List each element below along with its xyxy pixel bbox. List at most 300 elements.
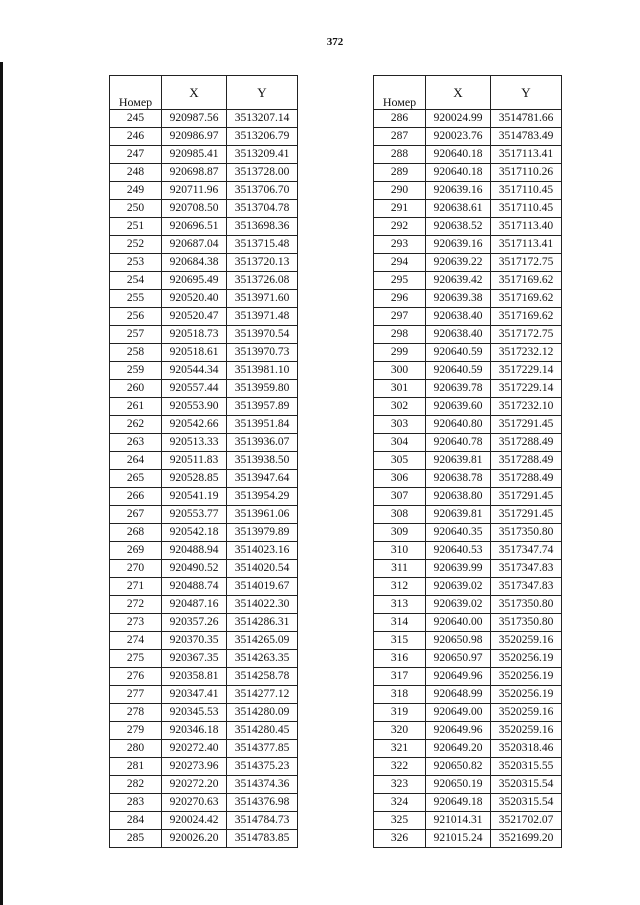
table-row xyxy=(374,236,562,254)
x-coordinate-cell: 920511.83 xyxy=(162,452,227,470)
y-coordinate-cell: 3513947.64 xyxy=(227,470,298,488)
point-number-cell: 261 xyxy=(110,398,162,416)
x-coordinate-cell: 920639.99 xyxy=(426,560,491,578)
x-coordinate-cell: 920518.61 xyxy=(162,344,227,362)
point-number-cell: 273 xyxy=(110,614,162,632)
y-coordinate-cell: 3521702.07 xyxy=(491,812,562,830)
x-coordinate-cell: 920687.04 xyxy=(162,236,227,254)
table-row xyxy=(374,452,562,470)
y-coordinate-cell: 3513970.73 xyxy=(227,344,298,362)
x-coordinate-cell: 920640.53 xyxy=(426,542,491,560)
point-number-cell: 289 xyxy=(374,164,426,182)
y-coordinate-cell: 3520259.16 xyxy=(491,632,562,650)
point-number-cell: 278 xyxy=(110,704,162,722)
x-coordinate-cell: 920024.99 xyxy=(426,110,491,128)
point-number-cell: 255 xyxy=(110,290,162,308)
y-coordinate-cell: 3521699.20 xyxy=(491,830,562,848)
table-row xyxy=(110,110,298,128)
y-coordinate-cell: 3513704.78 xyxy=(227,200,298,218)
point-number-cell: 307 xyxy=(374,488,426,506)
table-row xyxy=(374,290,562,308)
x-coordinate-cell: 920367.35 xyxy=(162,650,227,668)
x-coordinate-cell: 920650.97 xyxy=(426,650,491,668)
y-coordinate-cell: 3514286.31 xyxy=(227,614,298,632)
x-coordinate-cell: 920698.87 xyxy=(162,164,227,182)
table-row xyxy=(110,452,298,470)
point-number-cell: 302 xyxy=(374,398,426,416)
scan-edge-rule xyxy=(0,62,3,905)
x-coordinate-cell: 920488.74 xyxy=(162,578,227,596)
y-coordinate-cell: 3520318.46 xyxy=(491,740,562,758)
table-row xyxy=(374,704,562,722)
x-coordinate-cell: 920357.26 xyxy=(162,614,227,632)
point-number-cell: 304 xyxy=(374,434,426,452)
point-number-cell: 267 xyxy=(110,506,162,524)
x-coordinate-cell: 920639.81 xyxy=(426,452,491,470)
table-row xyxy=(374,218,562,236)
x-coordinate-cell: 920270.63 xyxy=(162,794,227,812)
table-row xyxy=(374,362,562,380)
x-coordinate-cell: 920708.50 xyxy=(162,200,227,218)
x-coordinate-cell: 920640.35 xyxy=(426,524,491,542)
y-coordinate-cell: 3517232.12 xyxy=(491,344,562,362)
y-coordinate-cell: 3520256.19 xyxy=(491,668,562,686)
table-row xyxy=(374,614,562,632)
y-coordinate-cell: 3517347.74 xyxy=(491,542,562,560)
x-coordinate-cell: 920541.19 xyxy=(162,488,227,506)
x-coordinate-cell: 920640.59 xyxy=(426,362,491,380)
y-coordinate-cell: 3517110.45 xyxy=(491,182,562,200)
table-row xyxy=(374,740,562,758)
y-coordinate-cell: 3513954.29 xyxy=(227,488,298,506)
table-row xyxy=(110,434,298,452)
x-coordinate-cell: 920024.42 xyxy=(162,812,227,830)
x-coordinate-cell: 920650.82 xyxy=(426,758,491,776)
point-number-cell: 274 xyxy=(110,632,162,650)
table-row xyxy=(374,596,562,614)
y-coordinate-cell: 3513951.84 xyxy=(227,416,298,434)
x-coordinate-cell: 920638.80 xyxy=(426,488,491,506)
y-coordinate-cell: 3514277.12 xyxy=(227,686,298,704)
x-coordinate-cell: 920358.81 xyxy=(162,668,227,686)
y-coordinate-cell: 3513706.70 xyxy=(227,182,298,200)
x-coordinate-cell: 920684.38 xyxy=(162,254,227,272)
point-number-cell: 297 xyxy=(374,308,426,326)
point-number-cell: 253 xyxy=(110,254,162,272)
y-coordinate-cell: 3520259.16 xyxy=(491,704,562,722)
table-row xyxy=(110,668,298,686)
table-row xyxy=(374,506,562,524)
table-row xyxy=(374,650,562,668)
table-row xyxy=(374,272,562,290)
y-coordinate-cell: 3514783.49 xyxy=(491,128,562,146)
table-row xyxy=(110,560,298,578)
y-coordinate-cell: 3517288.49 xyxy=(491,434,562,452)
column-header-y: Y xyxy=(227,76,298,110)
table-row xyxy=(374,776,562,794)
point-number-cell: 316 xyxy=(374,650,426,668)
point-number-cell: 260 xyxy=(110,380,162,398)
y-coordinate-cell: 3513209.41 xyxy=(227,146,298,164)
point-number-cell: 301 xyxy=(374,380,426,398)
point-number-cell: 269 xyxy=(110,542,162,560)
x-coordinate-cell: 920640.59 xyxy=(426,344,491,362)
y-coordinate-cell: 3514375.23 xyxy=(227,758,298,776)
point-number-cell: 310 xyxy=(374,542,426,560)
y-coordinate-cell: 3517291.45 xyxy=(491,416,562,434)
x-coordinate-cell: 920639.22 xyxy=(426,254,491,272)
point-number-cell: 315 xyxy=(374,632,426,650)
point-number-cell: 296 xyxy=(374,290,426,308)
table-row xyxy=(374,326,562,344)
table-row xyxy=(374,398,562,416)
table-row xyxy=(374,830,562,848)
y-coordinate-cell: 3514280.45 xyxy=(227,722,298,740)
y-coordinate-cell: 3517113.41 xyxy=(491,236,562,254)
y-coordinate-cell: 3517229.14 xyxy=(491,380,562,398)
x-coordinate-cell: 920696.51 xyxy=(162,218,227,236)
point-number-cell: 303 xyxy=(374,416,426,434)
x-coordinate-cell: 920490.52 xyxy=(162,560,227,578)
coordinates-table-left xyxy=(109,75,298,848)
column-header-number: Номер xyxy=(374,76,426,110)
y-coordinate-cell: 3514374.36 xyxy=(227,776,298,794)
table-row xyxy=(374,812,562,830)
y-coordinate-cell: 3517169.62 xyxy=(491,272,562,290)
y-coordinate-cell: 3517172.75 xyxy=(491,326,562,344)
table-row xyxy=(374,686,562,704)
y-coordinate-cell: 3513979.89 xyxy=(227,524,298,542)
point-number-cell: 322 xyxy=(374,758,426,776)
point-number-cell: 312 xyxy=(374,578,426,596)
table-row xyxy=(110,488,298,506)
x-coordinate-cell: 920650.98 xyxy=(426,632,491,650)
y-coordinate-cell: 3513206.79 xyxy=(227,128,298,146)
x-coordinate-cell: 920649.96 xyxy=(426,722,491,740)
point-number-cell: 287 xyxy=(374,128,426,146)
point-number-cell: 298 xyxy=(374,326,426,344)
table-row xyxy=(110,290,298,308)
point-number-cell: 311 xyxy=(374,560,426,578)
point-number-cell: 325 xyxy=(374,812,426,830)
x-coordinate-cell: 920528.85 xyxy=(162,470,227,488)
point-number-cell: 250 xyxy=(110,200,162,218)
table-row xyxy=(110,650,298,668)
point-number-cell: 283 xyxy=(110,794,162,812)
point-number-cell: 318 xyxy=(374,686,426,704)
y-coordinate-cell: 3514020.54 xyxy=(227,560,298,578)
point-number-cell: 257 xyxy=(110,326,162,344)
x-coordinate-cell: 920639.60 xyxy=(426,398,491,416)
table-row xyxy=(110,218,298,236)
x-coordinate-cell: 920638.78 xyxy=(426,470,491,488)
y-coordinate-cell: 3513981.10 xyxy=(227,362,298,380)
table-row xyxy=(110,578,298,596)
point-number-cell: 299 xyxy=(374,344,426,362)
x-coordinate-cell: 920026.20 xyxy=(162,830,227,848)
table-row xyxy=(374,110,562,128)
point-number-cell: 295 xyxy=(374,272,426,290)
table-row xyxy=(110,200,298,218)
point-number-cell: 246 xyxy=(110,128,162,146)
point-number-cell: 313 xyxy=(374,596,426,614)
table-row xyxy=(374,470,562,488)
y-coordinate-cell: 3513971.60 xyxy=(227,290,298,308)
coordinates-table-right xyxy=(373,75,562,848)
y-coordinate-cell: 3517113.40 xyxy=(491,218,562,236)
x-coordinate-cell: 920639.02 xyxy=(426,578,491,596)
x-coordinate-cell: 920649.00 xyxy=(426,704,491,722)
column-header-y: Y xyxy=(491,76,562,110)
table-row xyxy=(374,308,562,326)
point-number-cell: 268 xyxy=(110,524,162,542)
x-coordinate-cell: 920695.49 xyxy=(162,272,227,290)
y-coordinate-cell: 3517113.41 xyxy=(491,146,562,164)
point-number-cell: 317 xyxy=(374,668,426,686)
table-row xyxy=(110,542,298,560)
point-number-cell: 319 xyxy=(374,704,426,722)
table-row xyxy=(374,200,562,218)
y-coordinate-cell: 3514784.73 xyxy=(227,812,298,830)
table-row xyxy=(110,146,298,164)
y-coordinate-cell: 3517347.83 xyxy=(491,560,562,578)
y-coordinate-cell: 3520256.19 xyxy=(491,686,562,704)
table-row xyxy=(110,398,298,416)
x-coordinate-cell: 920487.16 xyxy=(162,596,227,614)
x-coordinate-cell: 920638.40 xyxy=(426,308,491,326)
x-coordinate-cell: 920553.77 xyxy=(162,506,227,524)
x-coordinate-cell: 920513.33 xyxy=(162,434,227,452)
point-number-cell: 277 xyxy=(110,686,162,704)
point-number-cell: 262 xyxy=(110,416,162,434)
point-number-cell: 314 xyxy=(374,614,426,632)
x-coordinate-cell: 920347.41 xyxy=(162,686,227,704)
table-row xyxy=(110,128,298,146)
point-number-cell: 326 xyxy=(374,830,426,848)
y-coordinate-cell: 3513728.00 xyxy=(227,164,298,182)
table-row xyxy=(110,182,298,200)
y-coordinate-cell: 3514781.66 xyxy=(491,110,562,128)
point-number-cell: 324 xyxy=(374,794,426,812)
table-row xyxy=(374,542,562,560)
point-number-cell: 254 xyxy=(110,272,162,290)
y-coordinate-cell: 3517350.80 xyxy=(491,524,562,542)
x-coordinate-cell: 920370.35 xyxy=(162,632,227,650)
point-number-cell: 263 xyxy=(110,434,162,452)
table-row xyxy=(374,560,562,578)
x-coordinate-cell: 921015.24 xyxy=(426,830,491,848)
point-number-cell: 320 xyxy=(374,722,426,740)
y-coordinate-cell: 3520315.54 xyxy=(491,794,562,812)
point-number-cell: 321 xyxy=(374,740,426,758)
table-row xyxy=(110,326,298,344)
y-coordinate-cell: 3514376.98 xyxy=(227,794,298,812)
y-coordinate-cell: 3517110.26 xyxy=(491,164,562,182)
y-coordinate-cell: 3517232.10 xyxy=(491,398,562,416)
point-number-cell: 280 xyxy=(110,740,162,758)
y-coordinate-cell: 3517291.45 xyxy=(491,506,562,524)
point-number-cell: 300 xyxy=(374,362,426,380)
x-coordinate-cell: 920346.18 xyxy=(162,722,227,740)
x-coordinate-cell: 920272.20 xyxy=(162,776,227,794)
y-coordinate-cell: 3517110.45 xyxy=(491,200,562,218)
table-row xyxy=(110,704,298,722)
table-row xyxy=(110,344,298,362)
y-coordinate-cell: 3513957.89 xyxy=(227,398,298,416)
point-number-cell: 284 xyxy=(110,812,162,830)
y-coordinate-cell: 3513207.14 xyxy=(227,110,298,128)
y-coordinate-cell: 3517350.80 xyxy=(491,596,562,614)
table-row xyxy=(374,758,562,776)
x-coordinate-cell: 920640.18 xyxy=(426,146,491,164)
y-coordinate-cell: 3517347.83 xyxy=(491,578,562,596)
point-number-cell: 248 xyxy=(110,164,162,182)
x-coordinate-cell: 920987.56 xyxy=(162,110,227,128)
table-row xyxy=(374,722,562,740)
x-coordinate-cell: 920986.97 xyxy=(162,128,227,146)
y-coordinate-cell: 3514022.30 xyxy=(227,596,298,614)
y-coordinate-cell: 3514258.78 xyxy=(227,668,298,686)
table-row xyxy=(110,596,298,614)
x-coordinate-cell: 920272.40 xyxy=(162,740,227,758)
point-number-cell: 286 xyxy=(374,110,426,128)
x-coordinate-cell: 920553.90 xyxy=(162,398,227,416)
table-row xyxy=(374,182,562,200)
point-number-cell: 292 xyxy=(374,218,426,236)
x-coordinate-cell: 920542.18 xyxy=(162,524,227,542)
x-coordinate-cell: 920638.52 xyxy=(426,218,491,236)
y-coordinate-cell: 3514280.09 xyxy=(227,704,298,722)
point-number-cell: 259 xyxy=(110,362,162,380)
point-number-cell: 270 xyxy=(110,560,162,578)
y-coordinate-cell: 3517350.80 xyxy=(491,614,562,632)
point-number-cell: 306 xyxy=(374,470,426,488)
table-row xyxy=(110,794,298,812)
table-row xyxy=(374,146,562,164)
point-number-cell: 305 xyxy=(374,452,426,470)
table-row xyxy=(110,164,298,182)
table-row xyxy=(374,578,562,596)
point-number-cell: 256 xyxy=(110,308,162,326)
y-coordinate-cell: 3514019.67 xyxy=(227,578,298,596)
x-coordinate-cell: 920638.40 xyxy=(426,326,491,344)
y-coordinate-cell: 3513938.50 xyxy=(227,452,298,470)
table-row xyxy=(374,632,562,650)
point-number-cell: 290 xyxy=(374,182,426,200)
table-row xyxy=(110,686,298,704)
x-coordinate-cell: 920985.41 xyxy=(162,146,227,164)
point-number-cell: 276 xyxy=(110,668,162,686)
y-coordinate-cell: 3513715.48 xyxy=(227,236,298,254)
table-header-row xyxy=(374,76,562,110)
point-number-cell: 308 xyxy=(374,506,426,524)
point-number-cell: 272 xyxy=(110,596,162,614)
table-row xyxy=(374,164,562,182)
y-coordinate-cell: 3513936.07 xyxy=(227,434,298,452)
y-coordinate-cell: 3517291.45 xyxy=(491,488,562,506)
table-row xyxy=(110,812,298,830)
table-row xyxy=(110,380,298,398)
point-number-cell: 291 xyxy=(374,200,426,218)
y-coordinate-cell: 3513698.36 xyxy=(227,218,298,236)
table-row xyxy=(110,308,298,326)
x-coordinate-cell: 921014.31 xyxy=(426,812,491,830)
table-row xyxy=(374,488,562,506)
x-coordinate-cell: 920640.80 xyxy=(426,416,491,434)
table-row xyxy=(110,254,298,272)
point-number-cell: 247 xyxy=(110,146,162,164)
point-number-cell: 266 xyxy=(110,488,162,506)
y-coordinate-cell: 3513720.13 xyxy=(227,254,298,272)
table-row xyxy=(374,416,562,434)
x-coordinate-cell: 920640.00 xyxy=(426,614,491,632)
y-coordinate-cell: 3517288.49 xyxy=(491,470,562,488)
column-header-number: Номер xyxy=(110,76,162,110)
x-coordinate-cell: 920649.96 xyxy=(426,668,491,686)
x-coordinate-cell: 920639.78 xyxy=(426,380,491,398)
y-coordinate-cell: 3513970.54 xyxy=(227,326,298,344)
x-coordinate-cell: 920520.47 xyxy=(162,308,227,326)
table-row xyxy=(374,344,562,362)
table-row xyxy=(110,722,298,740)
point-number-cell: 252 xyxy=(110,236,162,254)
x-coordinate-cell: 920023.76 xyxy=(426,128,491,146)
point-number-cell: 251 xyxy=(110,218,162,236)
point-number-cell: 249 xyxy=(110,182,162,200)
point-number-cell: 265 xyxy=(110,470,162,488)
x-coordinate-cell: 920640.78 xyxy=(426,434,491,452)
y-coordinate-cell: 3513726.08 xyxy=(227,272,298,290)
point-number-cell: 245 xyxy=(110,110,162,128)
table-row xyxy=(110,362,298,380)
table-row xyxy=(110,776,298,794)
x-coordinate-cell: 920639.16 xyxy=(426,182,491,200)
table-row xyxy=(374,254,562,272)
table-row xyxy=(374,794,562,812)
y-coordinate-cell: 3513959.80 xyxy=(227,380,298,398)
table-row xyxy=(110,470,298,488)
point-number-cell: 285 xyxy=(110,830,162,848)
table-row xyxy=(110,236,298,254)
column-header-x: X xyxy=(162,76,227,110)
y-coordinate-cell: 3520315.54 xyxy=(491,776,562,794)
x-coordinate-cell: 920648.99 xyxy=(426,686,491,704)
y-coordinate-cell: 3517288.49 xyxy=(491,452,562,470)
table-row xyxy=(374,668,562,686)
x-coordinate-cell: 920488.94 xyxy=(162,542,227,560)
table-row xyxy=(110,614,298,632)
x-coordinate-cell: 920520.40 xyxy=(162,290,227,308)
point-number-cell: 281 xyxy=(110,758,162,776)
x-coordinate-cell: 920557.44 xyxy=(162,380,227,398)
x-coordinate-cell: 920650.19 xyxy=(426,776,491,794)
x-coordinate-cell: 920639.38 xyxy=(426,290,491,308)
point-number-cell: 293 xyxy=(374,236,426,254)
point-number-cell: 309 xyxy=(374,524,426,542)
y-coordinate-cell: 3513961.06 xyxy=(227,506,298,524)
point-number-cell: 264 xyxy=(110,452,162,470)
point-number-cell: 323 xyxy=(374,776,426,794)
x-coordinate-cell: 920640.18 xyxy=(426,164,491,182)
table-row xyxy=(110,272,298,290)
table-row xyxy=(110,506,298,524)
table-header-row xyxy=(110,76,298,110)
y-coordinate-cell: 3520256.19 xyxy=(491,650,562,668)
table-row xyxy=(374,380,562,398)
column-header-x: X xyxy=(426,76,491,110)
table-row xyxy=(110,632,298,650)
x-coordinate-cell: 920544.34 xyxy=(162,362,227,380)
